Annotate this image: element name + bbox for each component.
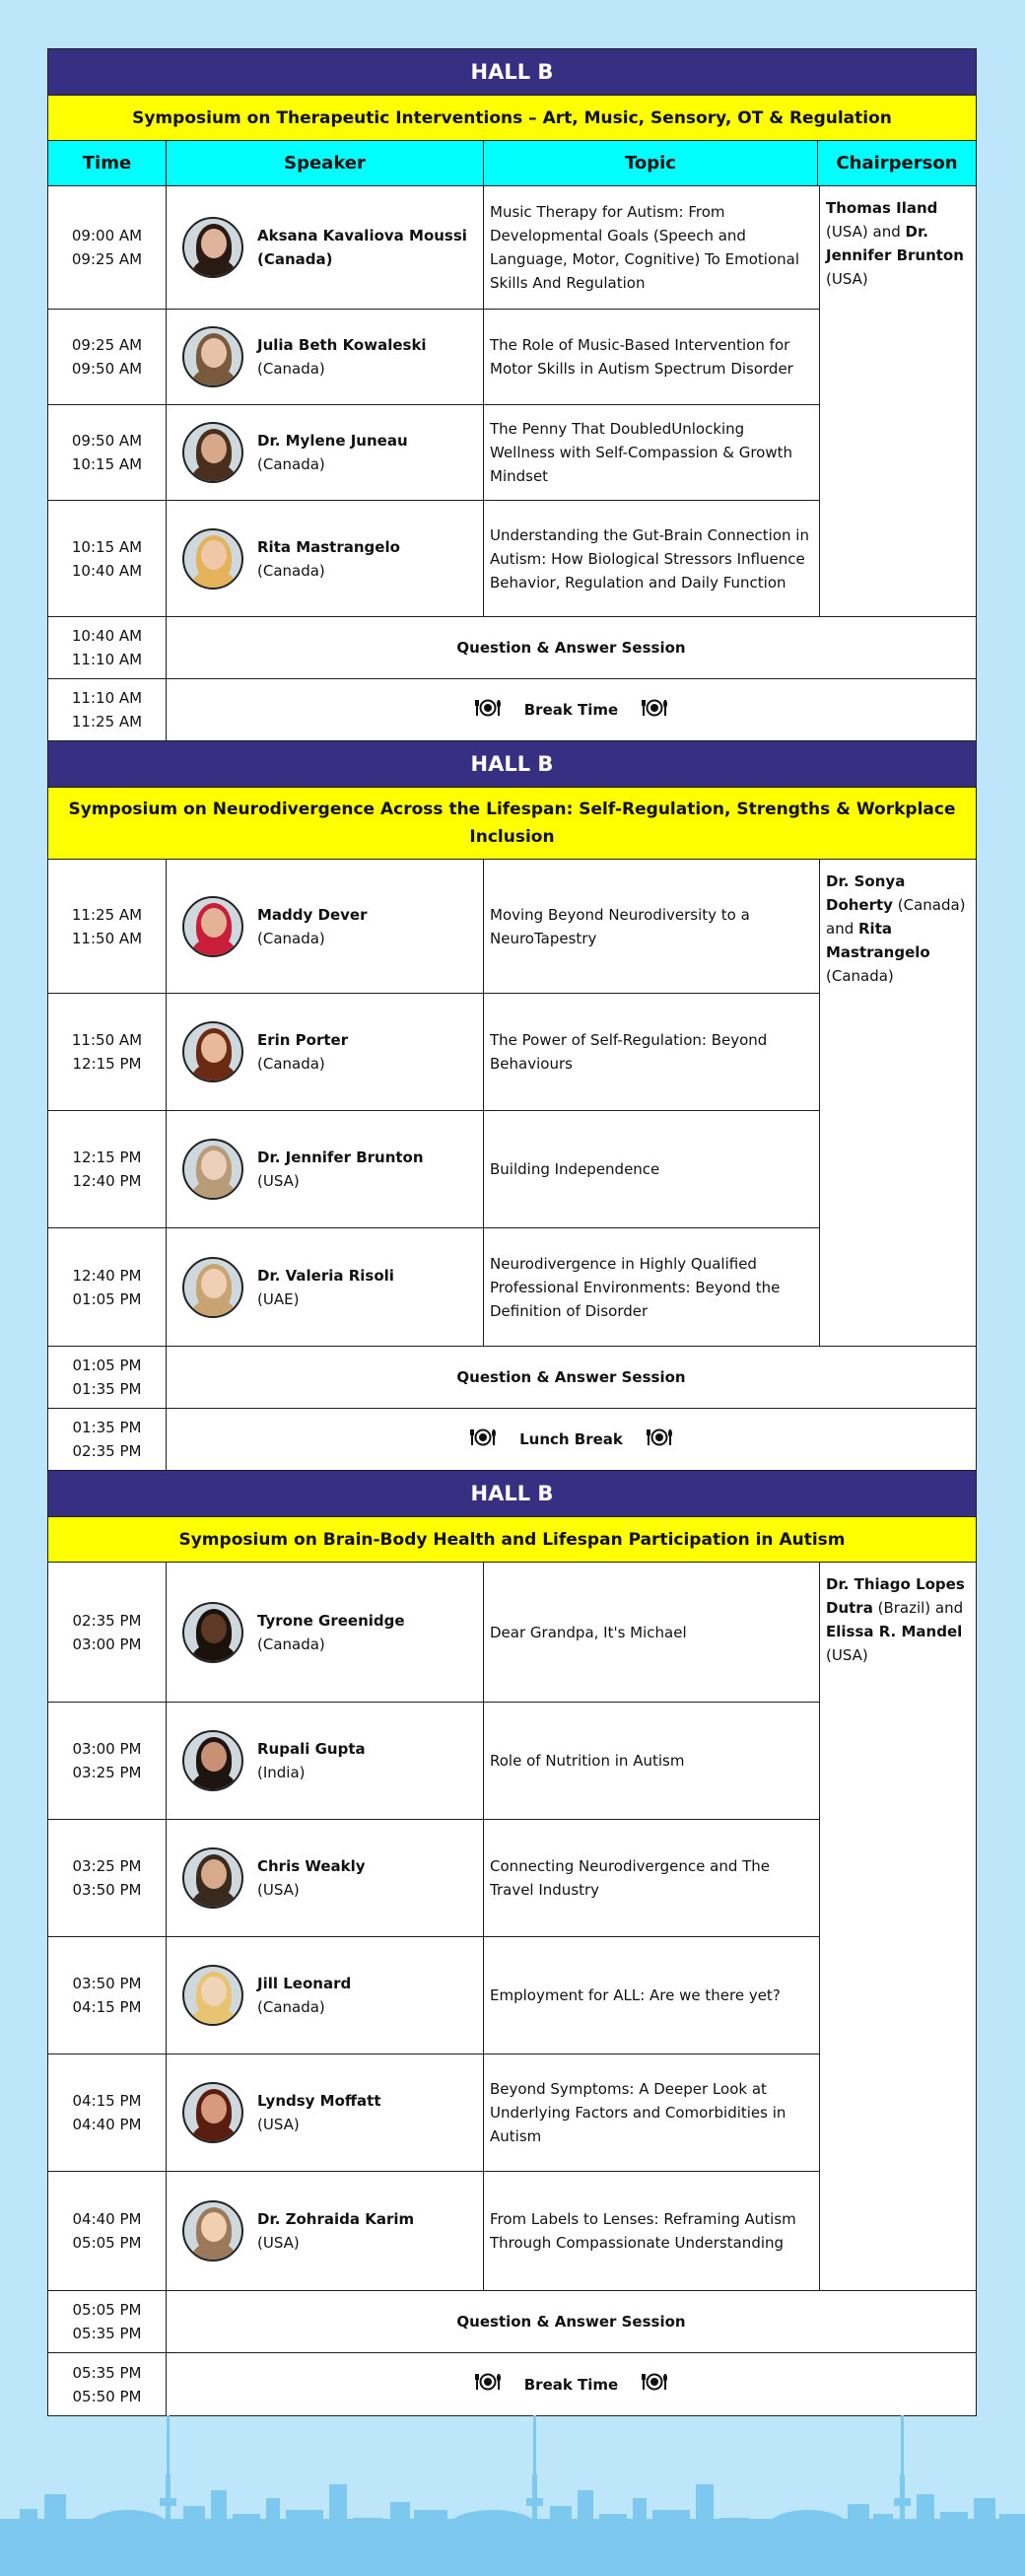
break-row [48, 1409, 976, 1471]
speaker-cell [167, 310, 484, 404]
session-rows [48, 860, 819, 1346]
avatar-face [201, 338, 227, 368]
speaker-country: (Canada) [257, 250, 333, 268]
avatar [182, 1139, 243, 1200]
topic-cell: Understanding the Gut-Brain Connection in Autism: How Biological Stressors Influence Behavior, Regulation and Daily Function [490, 525, 809, 592]
avatar-face [201, 540, 227, 570]
speaker-cell [167, 1111, 484, 1227]
session-rows [48, 186, 819, 616]
start-time: 11:10 AM [71, 689, 143, 707]
city-skyline-illustration [0, 2415, 1025, 2576]
end-time: 02:35 PM [72, 1442, 142, 1460]
speaker-name: Julia Beth Kowaleski [257, 336, 427, 354]
chairperson-name: Thomas Iland [826, 199, 938, 217]
chairperson-country: (Brazil) and [872, 1599, 964, 1617]
end-time: 03:00 PM [72, 1635, 142, 1653]
avatar-face [201, 2094, 227, 2123]
speaker-name: Erin Porter [257, 1031, 349, 1049]
schedule-table [47, 48, 977, 2416]
speaker-name: Rita Mastrangelo [257, 537, 400, 556]
start-time: 04:15 PM [72, 2092, 142, 2110]
time-cell [48, 679, 167, 740]
break-label: Lunch Break [519, 1430, 623, 1448]
speaker-country: (USA) [257, 1881, 300, 1899]
qa-label-text: Question & Answer Session [456, 2313, 686, 2331]
chairperson-country: (USA) [826, 270, 868, 288]
speaker-country: (Canada) [257, 929, 325, 947]
time-cell [48, 1347, 167, 1408]
hall-title: HALL B [48, 49, 976, 96]
table-row [48, 186, 819, 310]
time-cell [48, 1703, 167, 1819]
end-time: 01:05 PM [72, 1289, 142, 1308]
speaker-cell [167, 2054, 484, 2171]
hall-title: HALL B [48, 741, 976, 788]
end-time: 10:15 AM [71, 455, 143, 473]
qa-label-text: Question & Answer Session [456, 639, 686, 657]
avatar [182, 1965, 243, 2026]
start-time: 05:05 PM [72, 2301, 142, 2319]
hall-title: HALL B [48, 1471, 976, 1517]
speaker-country: (India) [257, 1764, 306, 1781]
avatar-face [201, 1859, 227, 1889]
table-row [48, 994, 819, 1111]
start-time: 09:00 AM [71, 227, 143, 244]
speaker-cell [167, 1563, 484, 1702]
start-time: 03:25 PM [72, 1857, 142, 1875]
time-cell [48, 310, 167, 404]
symposium-title: Symposium on Neurodivergence Across the Lifespan: Self-Regulation, Strengths & Workplace Inclusion [48, 788, 976, 860]
plate-cutlery-icon [470, 1427, 496, 1452]
speaker-name: Maddy Dever [257, 905, 368, 924]
plate-cutlery-icon [475, 2372, 501, 2397]
avatar [182, 1021, 243, 1082]
session-block [48, 1563, 976, 2291]
speaker-info [257, 1146, 424, 1193]
chairperson-cell [819, 186, 976, 616]
topic-cell: Role of Nutrition in Autism [490, 1752, 685, 1770]
time-cell [48, 617, 167, 678]
speaker-name: Tyrone Greenidge [257, 1611, 405, 1630]
session-rows [48, 1563, 819, 2290]
end-time: 03:50 PM [72, 1881, 142, 1899]
speaker-info [257, 1028, 348, 1076]
avatar-face [201, 1614, 227, 1643]
speaker-cell [167, 860, 484, 993]
speaker-info [257, 1737, 366, 1784]
qa-label [167, 2291, 976, 2352]
table-row [48, 1228, 819, 1346]
qa-label [167, 1347, 976, 1408]
break-label-cell [167, 2353, 976, 2415]
avatar [182, 528, 243, 590]
avatar [182, 2200, 243, 2262]
column-header-row [48, 141, 976, 186]
speaker-cell [167, 2172, 484, 2290]
break-label: Break Time [523, 2375, 619, 2394]
avatar [182, 1602, 243, 1663]
speaker-country: (USA) [257, 1172, 300, 1190]
speaker-name: Jill Leonard [257, 1975, 352, 1992]
speaker-info [257, 1972, 351, 2019]
end-time: 05:50 PM [72, 2387, 142, 2405]
speaker-country: (Canada) [257, 455, 325, 473]
start-time: 12:15 PM [72, 1149, 142, 1166]
speaker-name: Dr. Jennifer Brunton [257, 1149, 424, 1166]
speaker-cell [167, 1937, 484, 2054]
table-row [48, 1703, 819, 1820]
time-cell [48, 2353, 167, 2415]
topic-cell: Employment for ALL: Are we there yet? [490, 1986, 781, 2004]
avatar-face [201, 1742, 227, 1772]
qa-row [48, 1347, 976, 1409]
break-label: Break Time [523, 701, 619, 719]
end-time: 11:25 AM [71, 713, 143, 731]
speaker-country: (Canada) [257, 1055, 325, 1073]
topic-cell: The Role of Music-Based Intervention for Motor Skills in Autism Spectrum Disorder [490, 336, 793, 378]
session-block [48, 860, 976, 1347]
start-time: 10:15 AM [71, 537, 143, 556]
speaker-country: (USA) [257, 2234, 300, 2252]
end-time: 04:15 PM [72, 1998, 142, 2016]
speaker-country: (Canada) [257, 1998, 325, 2016]
break-label-cell [167, 1409, 976, 1470]
chairperson-country: (Canada) [826, 967, 894, 985]
table-row [48, 2054, 819, 2172]
end-time: 12:40 PM [72, 1172, 142, 1190]
avatar [182, 1730, 243, 1791]
speaker-info [257, 1609, 405, 1656]
chairperson-name: Dr. Jennifer Brunton [826, 223, 964, 264]
speaker-info [257, 224, 467, 271]
speaker-name: Dr. Valeria Risoli [257, 1266, 394, 1285]
speaker-name: Lyndsy Moffatt [257, 2092, 381, 2110]
speaker-info [257, 2207, 414, 2255]
column-header-speaker: Speaker [167, 141, 484, 185]
start-time: 09:25 AM [71, 336, 143, 354]
symposium-title: Symposium on Brain-Body Health and Lifespan Participation in Autism [48, 1517, 976, 1563]
speaker-info [257, 903, 368, 950]
end-time: 10:40 AM [71, 561, 143, 580]
speaker-country: (Canada) [257, 360, 325, 378]
start-time: 03:00 PM [72, 1740, 142, 1758]
time-cell [48, 1937, 167, 2054]
time-cell [48, 1111, 167, 1227]
topic-cell: Connecting Neurodivergence and The Travel Industry [490, 1857, 771, 1899]
chairperson-cell [819, 860, 976, 1346]
session-block [48, 186, 976, 617]
speaker-country: (Canada) [257, 561, 325, 580]
topic-cell: Neurodivergence in Highly Qualified Professional Environments: Beyond the Definition of Disorder [490, 1254, 781, 1320]
start-time: 10:40 AM [71, 627, 143, 645]
start-time: 09:50 AM [71, 432, 143, 450]
break-label-cell [167, 679, 976, 740]
time-cell [48, 2172, 167, 2290]
column-header-time: Time [48, 141, 167, 185]
table-row [48, 2172, 819, 2290]
table-row [48, 405, 819, 501]
table-row [48, 1820, 819, 1937]
table-row [48, 1563, 819, 1703]
speaker-country: (USA) [257, 2116, 300, 2133]
table-row [48, 1937, 819, 2054]
plate-cutlery-icon [647, 1427, 672, 1452]
chairperson-name: Dr. Thiago Lopes Dutra [826, 1575, 965, 1617]
speaker-cell [167, 1703, 484, 1819]
break-row [48, 679, 976, 741]
start-time: 05:35 PM [72, 2363, 142, 2382]
speaker-info [257, 429, 408, 476]
break-row [48, 2353, 976, 2415]
speaker-name: Rupali Gupta [257, 1740, 366, 1758]
time-cell [48, 994, 167, 1110]
table-row [48, 310, 819, 405]
speaker-cell [167, 186, 484, 309]
time-cell [48, 1409, 167, 1470]
time-cell [48, 1563, 167, 1702]
column-header-chairperson: Chairperson [836, 153, 958, 174]
start-time: 12:40 PM [72, 1266, 142, 1285]
speaker-cell [167, 1820, 484, 1936]
start-time: 11:25 AM [71, 905, 143, 924]
start-time: 02:35 PM [72, 1611, 142, 1630]
start-time: 01:35 PM [72, 1419, 142, 1436]
start-time: 03:50 PM [72, 1975, 142, 1992]
avatar-face [201, 1977, 227, 2006]
end-time: 09:50 AM [71, 360, 143, 378]
plate-cutlery-icon [475, 698, 501, 723]
avatar [182, 896, 243, 957]
end-time: 12:15 PM [72, 1055, 142, 1073]
avatar-face [201, 229, 227, 258]
start-time: 01:05 PM [72, 1357, 142, 1374]
avatar [182, 1257, 243, 1318]
topic-cell: Moving Beyond Neurodiversity to a NeuroTapestry [490, 905, 750, 947]
topic-cell: From Labels to Lenses: Reframing Autism Through Compassionate Understanding [490, 2210, 796, 2252]
time-cell [48, 405, 167, 500]
plate-cutlery-icon [642, 2372, 667, 2397]
chairperson-country: (USA) [826, 1646, 868, 1664]
chairperson-cell [819, 1563, 976, 2290]
column-header-topic: Topic [484, 141, 818, 185]
end-time: 01:35 PM [72, 1380, 142, 1398]
speaker-name: Aksana Kavaliova Moussi [257, 227, 467, 244]
speaker-name: Chris Weakly [257, 1857, 366, 1875]
start-time: 11:50 AM [71, 1031, 143, 1049]
chairperson-name: Elissa R. Mandel [826, 1623, 963, 1640]
qa-row [48, 617, 976, 679]
topic-cell: Music Therapy for Autism: From Developmental Goals (Speech and Language, Motor, Cognitive) To Emotional Skills And Regulation [490, 203, 799, 292]
end-time: 05:05 PM [72, 2234, 142, 2252]
avatar [182, 422, 243, 483]
speaker-info [257, 333, 427, 381]
time-cell [48, 2054, 167, 2171]
speaker-name: Dr. Mylene Juneau [257, 432, 408, 450]
topic-cell: Building Independence [490, 1160, 660, 1178]
avatar-face [201, 434, 227, 463]
qa-label [167, 617, 976, 678]
chairperson-name: Rita Mastrangelo [826, 920, 930, 961]
speaker-info [257, 1854, 366, 1902]
table-row [48, 501, 819, 616]
symposium-title: Symposium on Therapeutic Interventions – Art, Music, Sensory, OT & Regulation [48, 96, 976, 141]
qa-row [48, 2291, 976, 2353]
avatar [182, 217, 243, 278]
table-row [48, 1111, 819, 1228]
time-cell [48, 2291, 167, 2352]
speaker-country: (UAE) [257, 1289, 300, 1308]
speaker-info [257, 2089, 381, 2136]
end-time: 11:50 AM [71, 929, 143, 947]
end-time: 05:35 PM [72, 2325, 142, 2342]
topic-cell: The Power of Self-Regulation: Beyond Behaviours [490, 1031, 768, 1073]
qa-label-text: Question & Answer Session [456, 1368, 686, 1386]
speaker-cell [167, 405, 484, 500]
speaker-info [257, 1264, 394, 1311]
end-time: 04:40 PM [72, 2116, 142, 2133]
avatar-face [201, 1033, 227, 1063]
avatar-face [201, 908, 227, 938]
time-cell [48, 501, 167, 616]
table-row [48, 860, 819, 994]
time-cell [48, 186, 167, 309]
avatar [182, 1847, 243, 1909]
plate-cutlery-icon [642, 698, 667, 723]
topic-cell: The Penny That DoubledUnlocking Wellness with Self-Compassion & Growth Mindset [490, 420, 793, 485]
speaker-country: (Canada) [257, 1635, 325, 1653]
avatar [182, 2082, 243, 2143]
chairperson-country: (Canada) and [826, 896, 966, 938]
start-time: 04:40 PM [72, 2210, 142, 2228]
chairperson-country: (USA) and [826, 223, 906, 241]
chairperson-name: Dr. Sonya Doherty [826, 872, 906, 914]
speaker-cell [167, 501, 484, 616]
end-time: 11:10 AM [71, 651, 143, 668]
topic-cell: Dear Grandpa, It's Michael [490, 1623, 687, 1641]
avatar-face [201, 2212, 227, 2242]
end-time: 03:25 PM [72, 1764, 142, 1781]
avatar [182, 326, 243, 387]
time-cell [48, 860, 167, 993]
speaker-cell [167, 1228, 484, 1346]
avatar-face [201, 1150, 227, 1180]
topic-cell: Beyond Symptoms: A Deeper Look at Underlying Factors and Comorbidities in Autism [490, 2080, 786, 2145]
time-cell [48, 1228, 167, 1346]
end-time: 09:25 AM [71, 250, 143, 268]
speaker-name: Dr. Zohraida Karim [257, 2210, 415, 2228]
avatar-face [201, 1269, 227, 1298]
speaker-cell [167, 994, 484, 1110]
time-cell [48, 1820, 167, 1936]
speaker-info [257, 535, 400, 583]
